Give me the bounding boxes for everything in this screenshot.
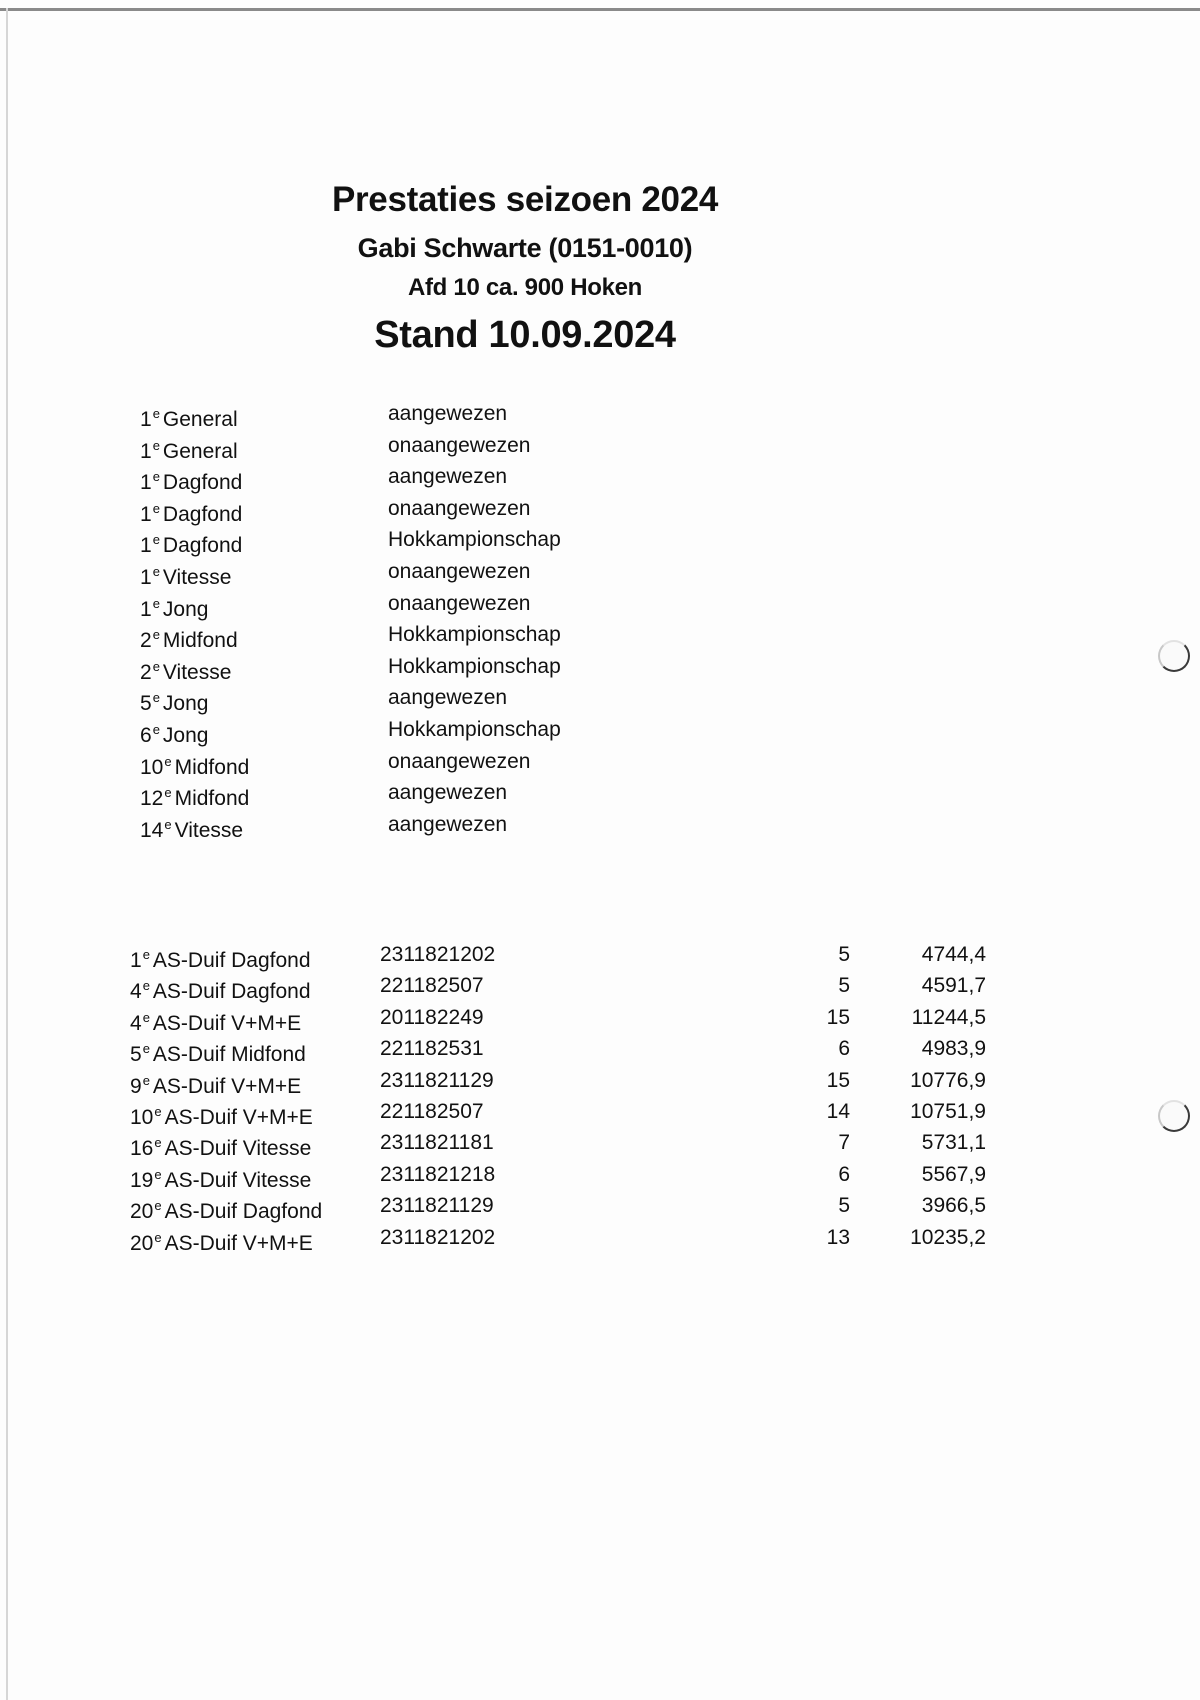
ranking-status: onaangewezen: [388, 591, 531, 615]
place-number: 1: [140, 408, 152, 431]
ring-number: 201182249: [380, 1005, 484, 1029]
category: AS-Duif Dagfond: [164, 1200, 323, 1224]
standings-date: Stand 10.09.2024: [374, 314, 676, 356]
ordinal-suffix: e: [152, 406, 160, 421]
division-info: Afd 10 ca. 900 Hoken: [407, 274, 643, 301]
place-number: 1: [140, 471, 152, 495]
place-number: 14: [140, 818, 164, 842]
ranking-status: aangewezen: [388, 781, 508, 805]
ordinal-suffix: e: [152, 721, 160, 737]
place-number: 10: [140, 755, 164, 779]
ordinal-suffix: e: [154, 1103, 162, 1119]
ranking-status: aangewezen: [388, 812, 508, 836]
ranking-status: onaangewezen: [388, 749, 531, 773]
ordinal-suffix: e: [152, 469, 160, 485]
ordinal-suffix: e: [142, 947, 150, 962]
place-number: 1: [140, 597, 152, 621]
category: AS-Duif Dagfond: [152, 980, 311, 1004]
prize-count: 5: [838, 974, 850, 998]
punch-hole: [1158, 1100, 1190, 1132]
ranking-status: Hokkampionschap: [388, 623, 561, 647]
category: AS-Duif Midfond: [152, 1043, 306, 1067]
ordinal-suffix: e: [152, 595, 160, 611]
ring-number: 2311821202: [380, 943, 496, 966]
prize-count: 6: [838, 1037, 850, 1061]
category: Vitesse: [162, 660, 232, 684]
place-number: 19: [130, 1168, 154, 1192]
category: AS-Duif V+M+E: [152, 1011, 302, 1035]
place-number: 10: [130, 1105, 154, 1129]
category: Jong: [162, 723, 209, 747]
ranking-status: onaangewezen: [388, 559, 531, 583]
points-total: 4744,4: [921, 943, 986, 966]
place-number: 1: [140, 565, 152, 589]
document-title: Prestaties seizoen 2024: [331, 180, 719, 219]
category: AS-Duif Vitesse: [164, 1137, 312, 1161]
place-number: 4: [130, 980, 142, 1004]
ordinal-suffix: e: [154, 1135, 162, 1151]
category: Midfond: [174, 787, 250, 811]
place-number: 12: [140, 787, 164, 811]
ordinal-suffix: e: [164, 785, 172, 801]
category: AS-Duif V+M+E: [152, 1074, 302, 1098]
ordinal-suffix: e: [152, 532, 160, 548]
ordinal-suffix: e: [152, 437, 160, 453]
ordinal-suffix: e: [154, 1229, 162, 1245]
points-total: 10751,9: [910, 1099, 986, 1123]
place-number: 2: [140, 629, 152, 653]
category: General: [162, 408, 238, 431]
ordinal-suffix: e: [152, 563, 160, 579]
place-number: 20: [130, 1231, 154, 1255]
category: Midfond: [174, 755, 250, 779]
category: Vitesse: [174, 818, 244, 842]
place-number: 1: [140, 439, 152, 463]
place-number: 1: [140, 534, 152, 558]
points-total: 4983,9: [921, 1037, 986, 1061]
prize-count: 15: [826, 1005, 850, 1029]
place-number: 5: [130, 1043, 142, 1067]
placement: [140, 809, 350, 847]
punch-hole: [1158, 640, 1190, 672]
category: General: [162, 439, 238, 463]
prize-count: 14: [826, 1099, 850, 1123]
category: Dagfond: [162, 502, 243, 526]
points-total: 5567,9: [921, 1162, 986, 1186]
category: AS-Duif Dagfond: [152, 949, 311, 972]
ordinal-suffix: e: [142, 1009, 150, 1025]
ordinal-suffix: e: [142, 1072, 150, 1088]
place-number: 20: [130, 1200, 154, 1224]
place-number: 2: [140, 660, 152, 684]
ranking-status: aangewezen: [388, 686, 508, 710]
prize-count: 13: [826, 1225, 850, 1249]
category: AS-Duif V+M+E: [164, 1105, 313, 1129]
category: Dagfond: [162, 471, 243, 495]
category: Vitesse: [162, 565, 232, 589]
category: Dagfond: [162, 534, 243, 558]
ordinal-suffix: e: [152, 690, 160, 706]
ordinal-suffix: e: [164, 816, 172, 832]
prize-count: 6: [838, 1162, 850, 1186]
ordinal-suffix: e: [154, 1198, 162, 1214]
ring-number: 221182531: [380, 1037, 484, 1061]
points-total: 3966,5: [921, 1194, 986, 1218]
ring-number: 2311821218: [380, 1162, 496, 1186]
ordinal-suffix: e: [152, 627, 160, 643]
ranking-status: onaangewezen: [388, 433, 531, 457]
ranking-status: aangewezen: [388, 402, 508, 425]
category: Midfond: [162, 629, 238, 653]
ordinal-suffix: e: [142, 978, 150, 994]
placement: [130, 1222, 370, 1259]
fancier-name: Gabi Schwarte (0151-0010): [357, 233, 693, 263]
ring-number: 221182507: [380, 974, 484, 998]
place-number: 1: [140, 502, 152, 526]
place-number: 4: [130, 1011, 142, 1035]
ring-number: 221182507: [380, 1099, 484, 1123]
ring-number: 2311821181: [380, 1131, 494, 1155]
ordinal-suffix: e: [152, 658, 160, 674]
ranking-status: Hokkampionschap: [388, 528, 561, 552]
points-total: 11244,5: [911, 1005, 986, 1029]
place-number: 1: [130, 949, 142, 972]
place-number: 16: [130, 1137, 154, 1161]
ordinal-suffix: e: [152, 500, 160, 516]
ring-number: 2311821129: [380, 1068, 494, 1092]
place-number: 6: [140, 723, 152, 747]
points-total: 4591,7: [921, 974, 986, 998]
ordinal-suffix: e: [142, 1041, 150, 1057]
prize-count: 5: [838, 1194, 850, 1218]
ring-number: 2311821202: [380, 1225, 496, 1249]
ring-number: 2311821129: [380, 1194, 494, 1218]
ordinal-suffix: e: [164, 753, 172, 769]
ranking-status: Hokkampionschap: [388, 717, 561, 741]
points-total: 5731,1: [921, 1131, 986, 1155]
place-number: 9: [130, 1074, 142, 1098]
category: Jong: [162, 692, 209, 716]
ranking-status: onaangewezen: [388, 496, 531, 520]
ordinal-suffix: e: [154, 1166, 162, 1182]
category: Jong: [162, 597, 209, 621]
place-number: 5: [140, 692, 152, 716]
scan-top-edge: [0, 8, 1200, 11]
ranking-status: Hokkampionschap: [388, 654, 561, 678]
category: AS-Duif V+M+E: [164, 1231, 313, 1255]
prize-count: 7: [838, 1131, 850, 1155]
category: AS-Duif Vitesse: [164, 1168, 312, 1192]
prize-count: 15: [826, 1068, 850, 1092]
points-total: 10235,2: [910, 1225, 986, 1249]
points-total: 10776,9: [910, 1068, 986, 1092]
ranking-status: aangewezen: [388, 465, 508, 489]
prize-count: 5: [838, 943, 850, 966]
